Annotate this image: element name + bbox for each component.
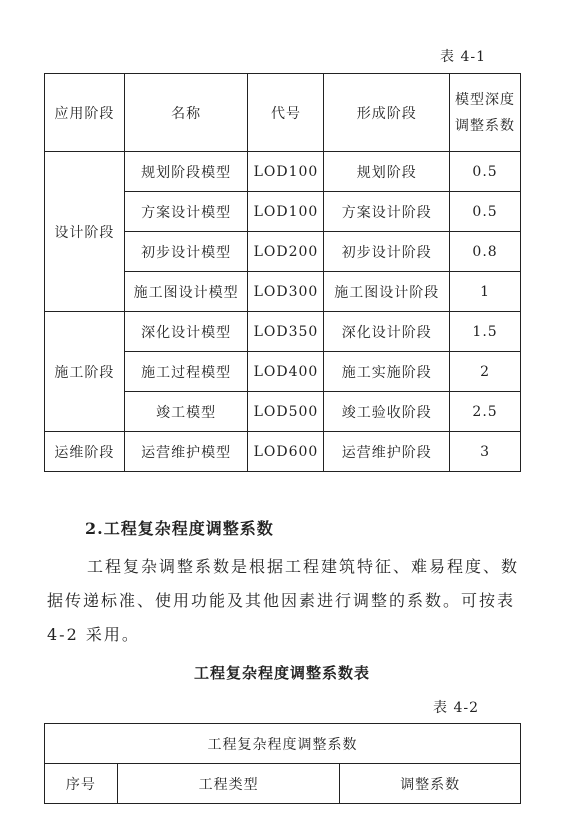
code-cell: LOD100 (248, 192, 324, 232)
header-coef-line2: 调整系数 (455, 117, 516, 134)
table-row (45, 312, 521, 352)
name-cell: 运营维护模型 (124, 432, 248, 472)
name-cell: 施工图设计模型 (124, 272, 248, 312)
coef-cell: 2 (450, 352, 521, 392)
paragraph-line: 工程复杂调整系数是根据工程建筑特征、难易程度、数 (87, 557, 520, 576)
coef-cell: 3 (450, 432, 521, 472)
table-row (45, 152, 521, 192)
phase-cell: 施工图设计阶段 (324, 272, 450, 312)
code-cell: LOD350 (248, 312, 324, 352)
header-coef-line1: 模型深度 (455, 91, 516, 108)
complexity-table (44, 723, 521, 804)
code-cell: LOD600 (248, 432, 324, 472)
header-phase: 形成阶段 (324, 74, 450, 152)
header-coef (450, 74, 521, 152)
table1-header-row (45, 74, 521, 152)
name-cell: 施工过程模型 (124, 352, 248, 392)
column-coef: 调整系数 (340, 764, 521, 804)
phase-cell: 运营维护阶段 (324, 432, 450, 472)
table1-label: 表 4-1 (440, 49, 486, 65)
phase-cell: 竣工验收阶段 (324, 392, 450, 432)
name-cell: 竣工模型 (124, 392, 248, 432)
name-cell: 方案设计模型 (124, 192, 248, 232)
phase-cell: 深化设计阶段 (324, 312, 450, 352)
header-stage: 应用阶段 (45, 74, 125, 152)
paragraph-line: 据传递标准、使用功能及其他因素进行调整的系数。可按表 (47, 591, 516, 610)
code-cell: LOD100 (248, 152, 324, 192)
coef-cell: 0.8 (450, 232, 521, 272)
coef-cell: 0.5 (450, 152, 521, 192)
table-row (45, 432, 521, 472)
phase-cell: 方案设计阶段 (324, 192, 450, 232)
coef-cell: 1.5 (450, 312, 521, 352)
table2-header: 工程复杂程度调整系数 (45, 724, 521, 764)
code-cell: LOD500 (248, 392, 324, 432)
table2-title: 工程复杂程度调整系数表 (193, 664, 370, 682)
stage-cell: 施工阶段 (45, 312, 125, 432)
table2-header-row (45, 724, 521, 764)
coef-cell: 0.5 (450, 192, 521, 232)
code-cell: LOD400 (248, 352, 324, 392)
table2-column-row (45, 764, 521, 804)
stage-cell: 设计阶段 (45, 152, 125, 312)
phase-cell: 施工实施阶段 (324, 352, 450, 392)
column-index: 序号 (45, 764, 118, 804)
name-cell: 初步设计模型 (124, 232, 248, 272)
name-cell: 规划阶段模型 (124, 152, 248, 192)
code-cell: LOD300 (248, 272, 324, 312)
section-paragraph (47, 550, 525, 652)
name-cell: 深化设计模型 (124, 312, 248, 352)
table2-label: 表 4-2 (433, 700, 479, 716)
phase-cell: 初步设计阶段 (324, 232, 450, 272)
coef-cell: 1 (450, 272, 521, 312)
column-type: 工程类型 (117, 764, 340, 804)
coef-cell: 2.5 (450, 392, 521, 432)
phase-cell: 规划阶段 (324, 152, 450, 192)
header-name: 名称 (124, 74, 248, 152)
stage-cell: 运维阶段 (45, 432, 125, 472)
header-code: 代号 (248, 74, 324, 152)
section-title: 2.工程复杂程度调整系数 (85, 519, 274, 538)
lod-table (44, 73, 521, 472)
code-cell: LOD200 (248, 232, 324, 272)
paragraph-line: 4-2 采用。 (47, 625, 140, 644)
